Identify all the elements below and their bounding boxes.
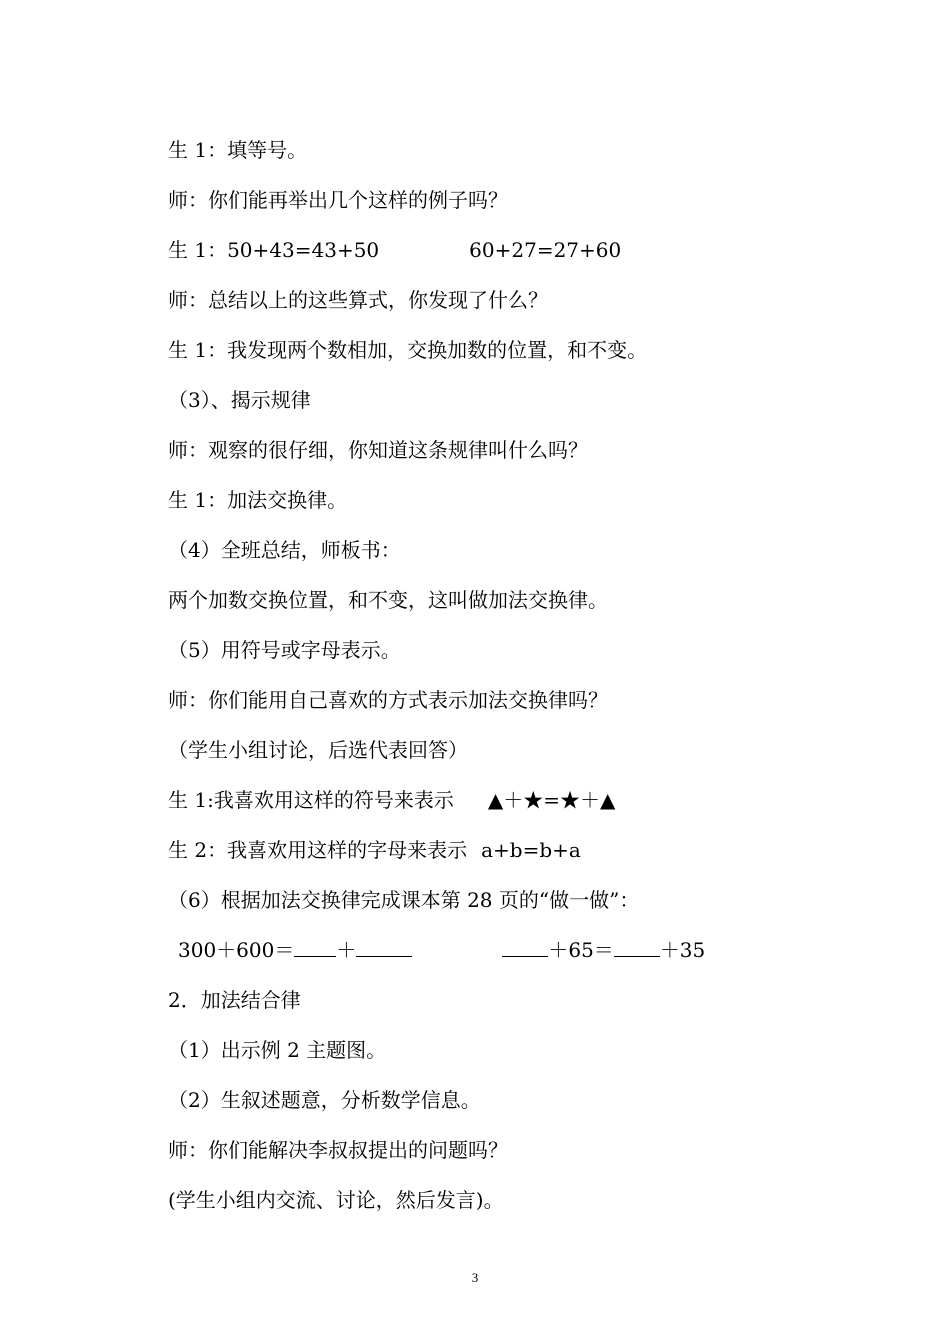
line-reveal-rule <box>168 387 311 413</box>
text: 生 1：50+43=43+50 <box>168 238 380 262</box>
text: 师：总结以上的这些算式，你发现了什么？ <box>168 288 548 312</box>
line-teacher-summarize <box>168 287 548 313</box>
text: 师：你们能用自己喜欢的方式表示加法交换律吗？ <box>168 688 608 712</box>
line-teacher-question <box>168 1137 508 1163</box>
line-student-discovery <box>168 337 647 363</box>
text: （学生小组讨论，后选代表回答） <box>168 738 468 762</box>
plus-sign: ＋ <box>336 938 357 962</box>
answer-blank[interactable] <box>502 938 548 957</box>
text: 生 1：我发现两个数相加，交换加数的位置，和不变。 <box>168 338 648 362</box>
text: （1）出示例 2 主题图。 <box>168 1038 387 1062</box>
text: 师：观察的很仔细，你知道这条规律叫什么吗？ <box>168 438 588 462</box>
line-student-commutative <box>168 487 347 513</box>
line-symbol-letter <box>168 637 401 663</box>
exercise-right: ＋65＝ <box>548 938 614 962</box>
text: (学生小组内交流、讨论，然后发言)。 <box>168 1188 504 1212</box>
text: （5）用符号或字母表示。 <box>168 638 401 662</box>
text: （4）全班总结，师板书： <box>168 538 401 562</box>
answer-blank[interactable] <box>294 938 336 957</box>
text: 师：你们能再举出几个这样的例子吗？ <box>168 188 508 212</box>
line-group-discussion <box>168 737 468 763</box>
symbol-formula: ▲＋★=★＋▲ <box>487 788 616 812</box>
text: 生 1：填等号。 <box>168 138 308 162</box>
text: 生 1:我喜欢用这样的符号来表示 <box>168 788 454 812</box>
text: 师：你们能解决李叔叔提出的问题吗？ <box>168 1138 508 1162</box>
line-group-exchange <box>168 1187 504 1213</box>
line-teacher-ask-examples <box>168 187 508 213</box>
line-class-summary <box>168 537 401 563</box>
page-number: 3 <box>471 1270 479 1285</box>
text: （2）生叙述题意，分析数学信息。 <box>168 1088 481 1112</box>
letter-formula: a+b=b+a <box>481 838 581 862</box>
text: （6）根据加法交换律完成课本第 28 页的“做一做”： <box>168 888 640 912</box>
text: 生 2：我喜欢用这样的字母来表示 <box>168 838 468 862</box>
text: 两个加数交换位置，和不变，这叫做加法交换律。 <box>168 588 608 612</box>
line-student-letters <box>168 837 581 863</box>
text: （3）、揭示规律 <box>168 388 311 412</box>
line-textbook-exercise <box>168 887 639 913</box>
line-associative-heading <box>168 987 301 1013</box>
text: 60+27=27+60 <box>469 238 622 262</box>
text: 生 1：加法交换律。 <box>168 488 348 512</box>
line-student-examples <box>168 237 621 263</box>
line-teacher-rule-name <box>168 437 588 463</box>
exercise-left: 300＋600＝ <box>178 938 295 962</box>
line-show-example <box>168 1037 386 1063</box>
line-analyze-info <box>168 1087 481 1113</box>
line-student-symbols <box>168 787 615 813</box>
line-student-answer-equals <box>168 137 307 163</box>
line-rule-statement <box>168 587 608 613</box>
answer-blank[interactable] <box>356 938 412 957</box>
line-teacher-own-way <box>168 687 608 713</box>
text: 2．加法结合律 <box>168 988 301 1012</box>
answer-blank[interactable] <box>614 938 660 957</box>
exercise-right-end: ＋35 <box>659 938 706 962</box>
line-exercise-blanks <box>178 937 705 963</box>
